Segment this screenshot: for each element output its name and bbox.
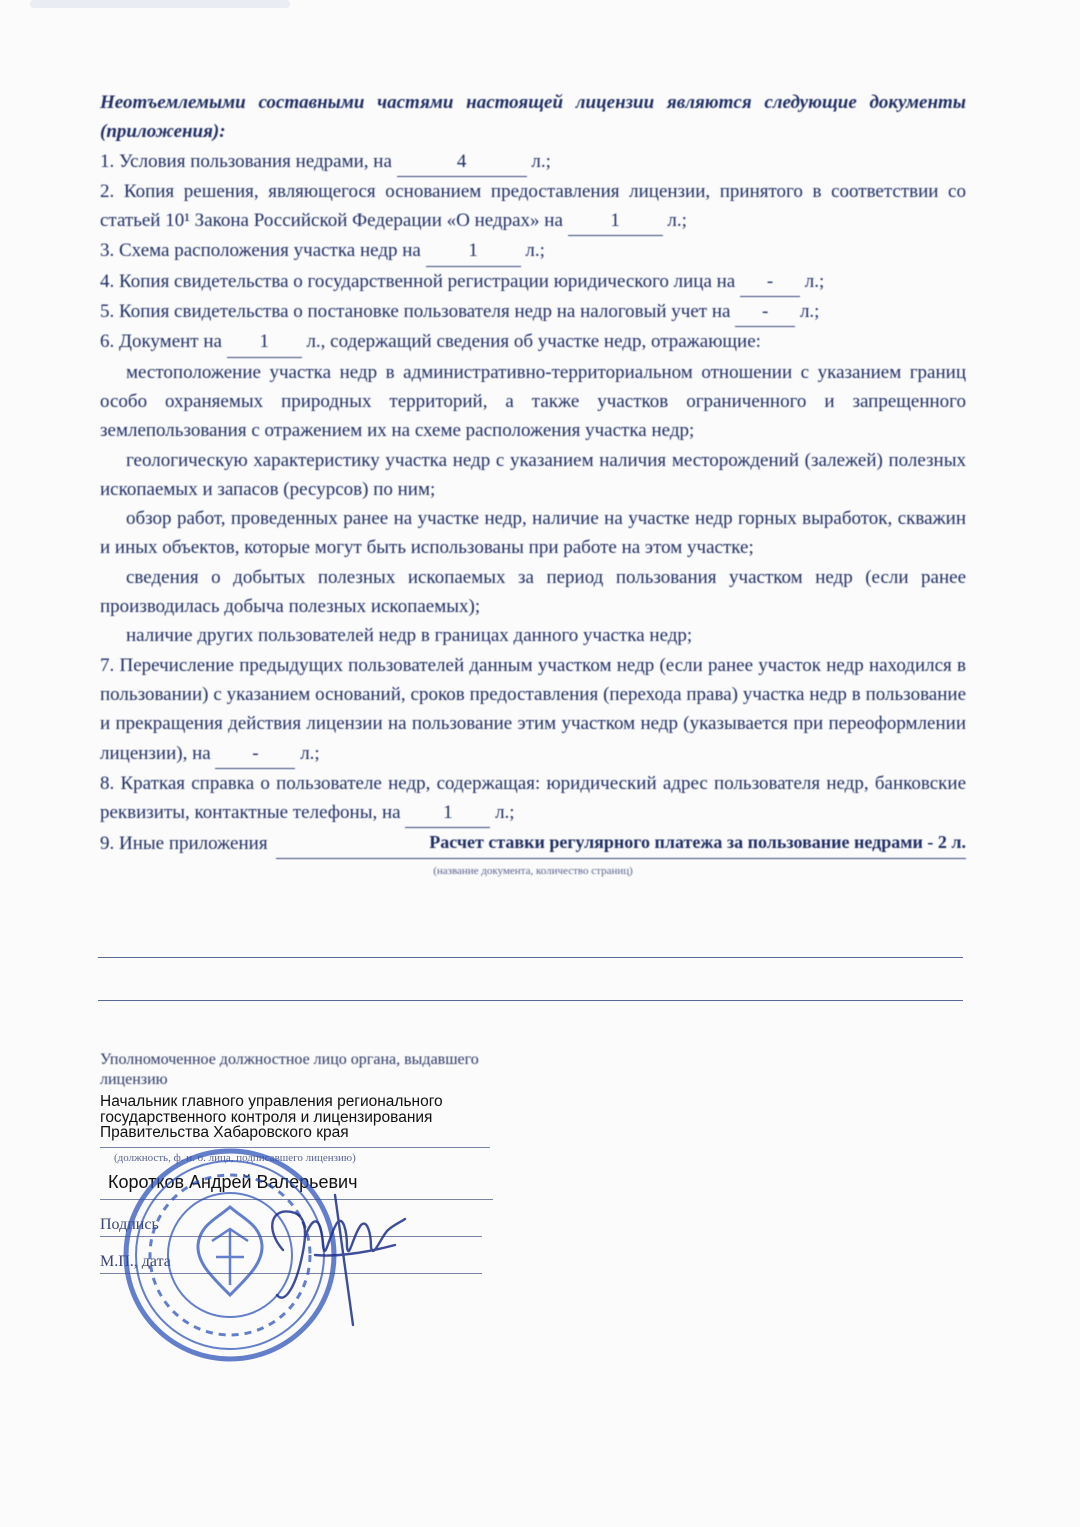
item-text: 2. Копия решения, являющегося основанием предоставления лицензии, принятого в соответствии со статьей 10¹ Закона Российской Федерации «О недрах» на (100, 180, 966, 232)
item-text: 3. Схема расположения участка недр на (100, 240, 426, 262)
appendix-item-8 (100, 769, 966, 829)
page-count: - (740, 267, 800, 297)
official-position: Начальник главного управления регионального государственного контроля и лицензирования Правительства Хабаровского края (100, 1094, 490, 1148)
handwritten-signature (255, 1175, 415, 1345)
item-suffix: л.; (662, 210, 687, 232)
item-text: 8. Краткая справка о пользователе недр, содержащая: юридический адрес пользователя недр, банковские реквизиты, контактные телефоны, на (100, 772, 966, 824)
appendix-item-4 (100, 267, 966, 297)
page-count: - (215, 739, 295, 769)
item-suffix: л.; (526, 150, 551, 172)
appendix-item-7 (100, 651, 966, 769)
stamp-date-label: М.П., дата (100, 1252, 171, 1270)
subitem-location: местоположение участка недр в административно-территориальном отношении с указанием границ особо охраняемых природных территорий, а также участков ограниченного и запрещенного землепользования с отражением их на схеме расположения участка недр; (100, 361, 966, 442)
blank-line (98, 957, 963, 958)
item9-label: 9. Иные приложения (100, 833, 268, 855)
page-count: 1 (405, 798, 490, 828)
item-suffix: л.; (800, 270, 825, 292)
page-count: - (735, 297, 795, 327)
page-count: 1 (227, 327, 302, 357)
blank-line (98, 1000, 963, 1001)
appendix-intro: Неотъемлемыми составными частями настоящей лицензии являются следующие документы (приложения): (100, 92, 966, 143)
authority-label: Уполномоченное должностное лицо органа, выдавшего лицензию (100, 1051, 479, 1088)
page-count: 4 (397, 147, 527, 177)
item-suffix: л.; (490, 802, 515, 824)
item9-value: Расчет ставки регулярного платежа за пользование недрами - 2 л. (276, 828, 966, 858)
scan-artifact (30, 0, 290, 8)
appendix-item-2 (100, 177, 966, 237)
item-text: 7. Перечисление предыдущих пользователей данным участком недр (если ранее участок недр находился в пользовании) с указанием оснований, сроков предоставления (перехода права) участка недр в пользование и прекращения действия лицензии на пользование этим участком недр (указывается при переоформлении лицензии), на (100, 654, 966, 764)
item-text: 4. Копия свидетельства о государственной регистрации юридического лица на (100, 270, 740, 292)
appendix-item-9 (100, 828, 966, 858)
appendix-item-1 (100, 147, 966, 177)
item-suffix: л., содержащий сведения об участке недр, отражающие: (301, 331, 761, 353)
document-body (100, 88, 966, 879)
item-suffix: л.; (795, 301, 820, 323)
item9-caption: (название документа, количество страниц) (433, 864, 633, 877)
signature-label: Подпись (100, 1215, 159, 1233)
subitem-extracted-minerals: сведения о добытых полезных ископаемых за период пользования участком недр (если ранее производилась добыча полезных ископаемых); (100, 566, 966, 618)
subitem-previous-works: обзор работ, проведенных ранее на участке недр, наличие на участке недр горных выработок, скважин и иных объектов, которые могут быть использованы при работе на этом участке; (100, 508, 966, 559)
item-text: 5. Копия свидетельства о постановке пользователя недр на налоговый учет на (100, 301, 736, 323)
item-text: 6. Документ на (100, 331, 227, 353)
item-text: 1. Условия пользования недрами, на (100, 150, 397, 172)
appendix-item-3 (100, 236, 966, 266)
item-suffix: л.; (295, 742, 320, 764)
page-count: 1 (568, 206, 663, 236)
page-count: 1 (426, 236, 521, 266)
position-caption: (должность, ф. и. о. лица, подписавшего лицензию) (114, 1151, 356, 1164)
official-name: Коротков Андрей Валерьевич (100, 1172, 493, 1200)
subitem-geology: геологическую характеристику участка недр с указанием наличия месторождений (залежей) полезных ископаемых и запасов (ресурсов) по ним; (100, 449, 966, 500)
subitem-other-users: наличие других пользователей недр в границах данного участка недр; (126, 625, 693, 647)
appendix-item-5 (100, 297, 966, 327)
appendix-item-6 (100, 327, 966, 357)
item-suffix: л.; (520, 240, 545, 262)
